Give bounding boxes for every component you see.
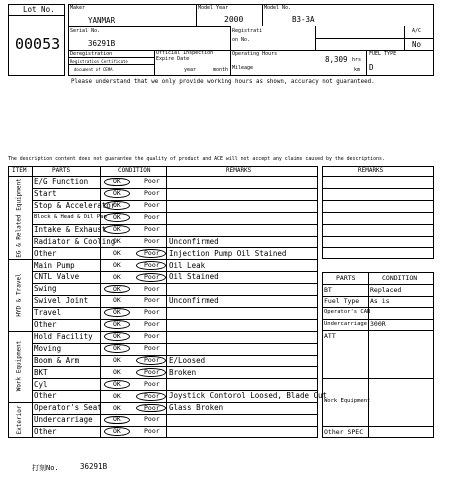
remark-text: Unconfirmed bbox=[169, 296, 219, 306]
ac-value: No bbox=[412, 40, 422, 49]
row-divider bbox=[32, 319, 318, 320]
spec-condition: 300R bbox=[370, 320, 386, 328]
condition-poor: Poor bbox=[144, 189, 160, 198]
condition-ok: OK bbox=[113, 284, 121, 293]
group-label: Work Equipment bbox=[16, 341, 24, 392]
column-header-item: ITEM bbox=[12, 167, 27, 174]
row-divider bbox=[32, 378, 318, 379]
condition-ok: OK bbox=[113, 332, 121, 341]
condition-ok: OK bbox=[113, 213, 121, 222]
model-no-label: Model No. bbox=[264, 5, 292, 11]
condition-ok: OK bbox=[113, 415, 121, 424]
condition-ok: OK bbox=[113, 391, 121, 400]
condition-poor: Poor bbox=[144, 236, 160, 245]
stamp-number-value: 36291B bbox=[80, 462, 108, 471]
registration-certificate-label: Registration Certificate bbox=[70, 59, 128, 64]
spec-condition: Replaced bbox=[370, 285, 402, 294]
ac-label: A/C bbox=[412, 28, 422, 34]
condition-ok: OK bbox=[113, 427, 121, 436]
part-name: Travel bbox=[34, 308, 62, 318]
part-name: Other bbox=[34, 248, 57, 258]
part-name: Other bbox=[34, 427, 57, 437]
condition-ok: OK bbox=[113, 177, 121, 186]
condition-ok: OK bbox=[113, 189, 121, 198]
spec-part-name: Other SPEC bbox=[324, 428, 364, 436]
condition-poor-circle bbox=[136, 356, 166, 365]
group-label: HYD & Travel bbox=[16, 273, 24, 317]
registration-label-2: on No. bbox=[232, 37, 251, 43]
remarks-header: REMARKS bbox=[358, 167, 384, 174]
condition-ok-circle bbox=[104, 344, 130, 353]
remark-text: Unconfirmed bbox=[169, 236, 219, 246]
condition-ok: OK bbox=[113, 272, 121, 281]
part-name: Operator's Seat bbox=[34, 403, 102, 413]
parts-row-line bbox=[322, 330, 434, 331]
condition-ok: OK bbox=[113, 344, 121, 353]
remark-text: Oil Leak bbox=[169, 260, 206, 270]
column-header-remarks: REMARKS bbox=[226, 167, 252, 174]
maker-value: YANMAR bbox=[88, 16, 116, 25]
condition-poor: Poor bbox=[144, 391, 160, 400]
condition-poor: Poor bbox=[144, 296, 160, 305]
parts-col-header: PARTS bbox=[336, 274, 356, 282]
spec-part-name: ATT bbox=[324, 332, 336, 340]
disclaimer: The description content does not guarantee the quality of product and ACE will not accept any claims caused by the descriptions. bbox=[8, 156, 385, 162]
condition-poor: Poor bbox=[144, 403, 160, 412]
remark-text: Oil Stained bbox=[169, 272, 219, 282]
spec-part-name: Undercarriage bbox=[324, 320, 368, 327]
part-name: Intake & Exhaust bbox=[34, 224, 107, 234]
part-name: Start bbox=[34, 189, 57, 199]
year-label: year bbox=[184, 67, 197, 73]
official-inspection-label-2: Expire Date bbox=[156, 56, 190, 62]
condition-poor-circle bbox=[136, 368, 166, 377]
remarks-row-line bbox=[322, 247, 434, 248]
part-name: Cyl bbox=[34, 379, 48, 389]
condition-poor: Poor bbox=[144, 248, 160, 257]
condition-ok: OK bbox=[113, 308, 121, 317]
part-name: Swing bbox=[34, 284, 57, 294]
part-name: Hold Facility bbox=[34, 331, 93, 341]
parts-row-line bbox=[322, 307, 434, 308]
serial-label: Serial No. bbox=[70, 28, 101, 34]
row-divider bbox=[32, 283, 318, 284]
condition-poor-circle bbox=[136, 249, 166, 258]
row-divider bbox=[32, 343, 318, 344]
part-name: Radiator & Cooling bbox=[34, 236, 116, 246]
fuel-type-value: D bbox=[369, 63, 374, 72]
row-divider bbox=[32, 307, 318, 308]
spec-part-name: BT bbox=[324, 285, 332, 294]
remark-text: Injection Pump Oil Stained bbox=[169, 248, 287, 258]
maker-label: Maker bbox=[70, 5, 86, 11]
condition-ok: OK bbox=[113, 367, 121, 376]
lot-label: Lot No. bbox=[23, 5, 55, 14]
part-name: Boom & Arm bbox=[34, 355, 80, 365]
parts-row-line bbox=[322, 378, 434, 379]
condition-ok-circle bbox=[104, 225, 130, 234]
part-name: Undercarriage bbox=[34, 415, 93, 425]
condition-ok: OK bbox=[113, 379, 121, 388]
condition-poor: Poor bbox=[144, 355, 160, 364]
part-name: Main Pump bbox=[34, 260, 75, 270]
condition-poor: Poor bbox=[144, 177, 160, 186]
condition-ok: OK bbox=[113, 201, 121, 210]
model-no-value: B3-3A bbox=[292, 15, 315, 24]
column-header-condition: CONDITION bbox=[118, 167, 151, 174]
condition-ok: OK bbox=[113, 260, 121, 269]
part-name: Stop & Accelerator bbox=[34, 201, 116, 210]
condition-poor-circle bbox=[136, 273, 166, 282]
part-name: BKT bbox=[34, 367, 48, 377]
condition-poor: Poor bbox=[144, 201, 160, 210]
spec-condition: As is bbox=[370, 297, 390, 305]
operating-hours-label: Operating Hours bbox=[232, 51, 278, 57]
remarks-row-line bbox=[322, 236, 434, 237]
row-divider bbox=[32, 426, 318, 427]
spec-part-name: Work Equipment bbox=[324, 398, 371, 404]
group-label: Exterior bbox=[15, 405, 23, 435]
stamp-number-label: 打刻No. bbox=[32, 464, 59, 472]
remark-text: E/Loosed bbox=[169, 355, 206, 365]
operating-hours-value: 8,309 bbox=[325, 55, 348, 64]
condition-poor: Poor bbox=[144, 332, 160, 341]
deregistration-label: Deregistration bbox=[70, 51, 113, 57]
part-name: E/G Function bbox=[34, 177, 89, 187]
row-divider bbox=[32, 212, 318, 213]
condition-poor: Poor bbox=[144, 272, 160, 281]
hrs-label: hrs bbox=[352, 57, 362, 63]
column-header-parts: PARTS bbox=[52, 167, 71, 174]
condition-poor-circle bbox=[136, 392, 166, 401]
remark-text: Glass Broken bbox=[169, 403, 224, 413]
condition-ok: OK bbox=[113, 236, 121, 245]
column-divider bbox=[32, 166, 33, 438]
month-label: month bbox=[213, 67, 229, 73]
condition-poor: Poor bbox=[144, 427, 160, 436]
serial-value: 36291B bbox=[88, 39, 116, 48]
condition-poor: Poor bbox=[144, 308, 160, 317]
parts-row-line bbox=[322, 426, 434, 427]
mileage-label: Mileage bbox=[232, 65, 254, 71]
condition-col-header: CONDITION bbox=[382, 274, 418, 282]
part-name: Moving bbox=[34, 343, 62, 353]
spec-part-name: Fuel Type bbox=[324, 297, 360, 305]
km-label: km bbox=[354, 67, 361, 73]
fuel-type-label: FUEL TYPE bbox=[369, 51, 397, 57]
condition-ok: OK bbox=[113, 225, 121, 234]
condition-poor: Poor bbox=[144, 344, 160, 353]
condition-ok: OK bbox=[113, 320, 121, 329]
condition-poor-circle bbox=[136, 261, 166, 270]
condition-ok: OK bbox=[113, 248, 121, 257]
condition-poor: Poor bbox=[144, 379, 160, 388]
remarks-row-line bbox=[322, 224, 434, 225]
condition-poor: Poor bbox=[144, 320, 160, 329]
registration-label-1: Registrati bbox=[232, 28, 263, 34]
part-name: Block & Head & Oil Pan bbox=[34, 213, 107, 220]
model-year-value: 2000 bbox=[224, 15, 244, 24]
remark-text: Broken bbox=[169, 367, 197, 377]
condition-poor: Poor bbox=[144, 367, 160, 376]
remark-text: Joystick Contorol Loosed, Blade Cut bbox=[169, 391, 328, 401]
part-name: CNTL Valve bbox=[34, 272, 80, 282]
remarks-row-line bbox=[322, 212, 434, 213]
condition-ok-circle bbox=[104, 380, 130, 389]
official-inspection-label-1: Official Inspection bbox=[156, 50, 214, 56]
condition-poor: Poor bbox=[144, 284, 160, 293]
row-divider bbox=[32, 188, 318, 189]
lot-number: 00053 bbox=[15, 35, 61, 53]
condition-poor: Poor bbox=[144, 415, 160, 424]
part-name: Other bbox=[34, 391, 57, 401]
parts-row-line bbox=[322, 284, 434, 285]
condition-ok: OK bbox=[113, 403, 121, 412]
condition-ok: OK bbox=[113, 355, 121, 364]
spec-part-name: Operator's CAB bbox=[324, 309, 371, 315]
condition-poor: Poor bbox=[144, 260, 160, 269]
condition-poor: Poor bbox=[144, 213, 160, 222]
part-name: Other bbox=[34, 320, 57, 329]
condition-ok: OK bbox=[113, 296, 121, 305]
part-name: Swivel Joint bbox=[34, 296, 89, 306]
hours-notice: Please understand that we only provide working hours as shown, accuracy not guaranteed. bbox=[71, 79, 375, 85]
condition-poor: Poor bbox=[144, 225, 160, 234]
parts-column-divider bbox=[368, 272, 369, 438]
group-label: EG & Related Equipment bbox=[16, 177, 24, 258]
remarks-row-line bbox=[322, 176, 434, 177]
model-year-label: Model Year bbox=[198, 5, 229, 11]
remarks-row-line bbox=[322, 188, 434, 189]
cema-label: document of CEMA bbox=[74, 67, 113, 72]
column-divider bbox=[166, 166, 167, 438]
remarks-row-line bbox=[322, 200, 434, 201]
